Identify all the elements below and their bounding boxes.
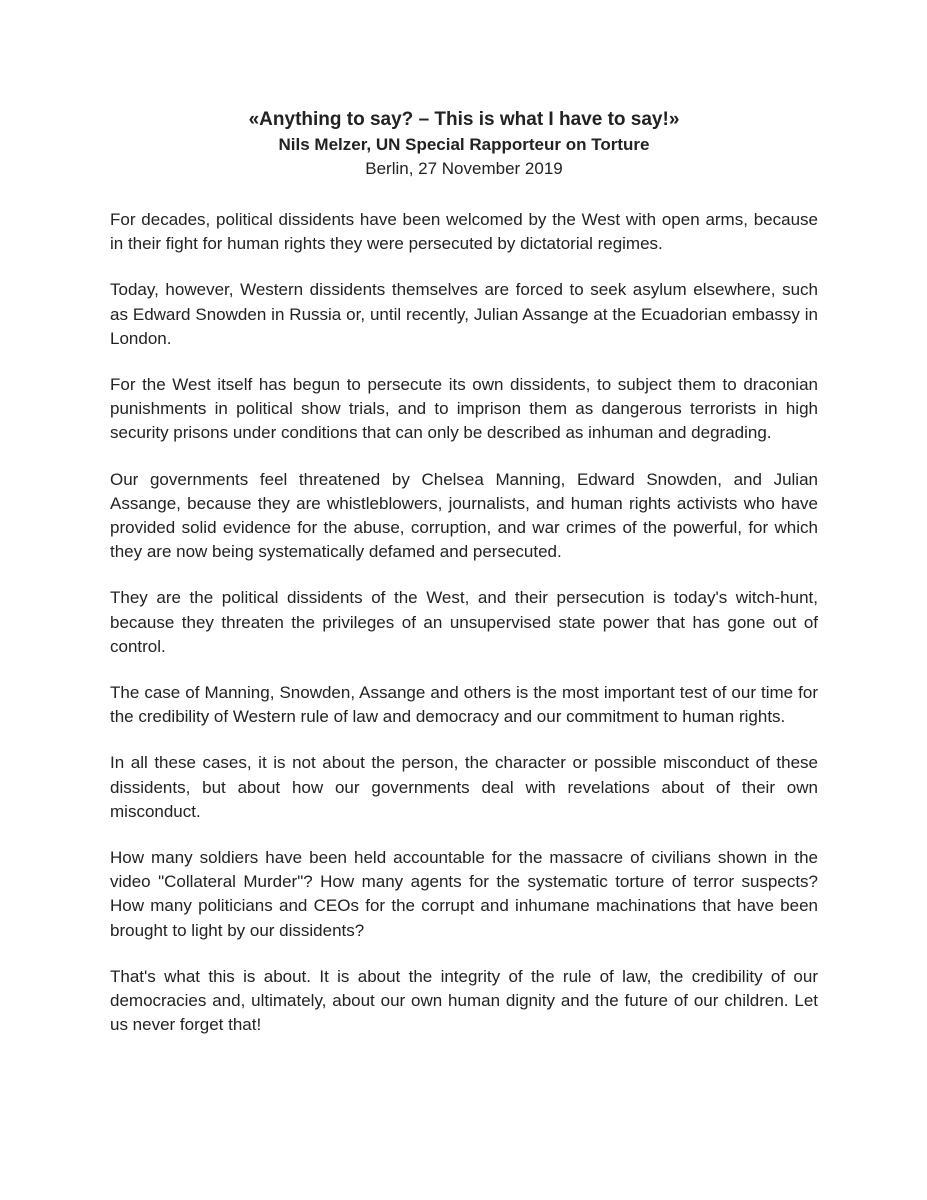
paragraph-4: Our governments feel threatened by Chelsea Manning, Edward Snowden, and Julian Assange, because they are whistleblowers, journalists, and human rights activists who have provided solid evidence for the abuse, corruption, and war crimes of the powerful, for which they are now being systematically defamed and persecuted. (110, 469, 818, 562)
paragraph-3: For the West itself has begun to persecute its own dissidents, to subject them to draconian punishments in political show trials, and to imprison them as dangerous terrorists in high security prisons under conditions that can only be described as inhuman and degrading. (110, 375, 818, 443)
paragraph-1: For decades, political dissidents have been welcomed by the West with open arms, because in their fight for human rights they were persecuted by dictatorial regimes. (110, 210, 818, 254)
paragraph-8: How many soldiers have been held accountable for the massacre of civilians shown in the video "Collateral Murder"? How many agents for the systematic torture of terror suspects? How many politicians and CEOs for the corrupt and inhumane machinations that have been brought to light by our dissidents? (110, 848, 818, 940)
document-header (110, 107, 818, 181)
paragraph-7: In all these cases, it is not about the person, the character or possible misconduct of these dissidents, but about how our governments deal with revelations about of their own misconduct. (110, 753, 818, 821)
paragraph-6: The case of Manning, Snowden, Assange and others is the most important test of our time for the credibility of Western rule of law and democracy and our commitment to human rights. (110, 683, 818, 727)
dateline: Berlin, 27 November 2019 (365, 159, 563, 178)
author-line: Nils Melzer, UN Special Rapporteur on Torture (278, 135, 650, 154)
paragraph-5: They are the political dissidents of the West, and their persecution is today's witch-hunt, because they threaten the privileges of an unsupervised state power that has gone out of control. (110, 588, 818, 656)
paragraph-2: Today, however, Western dissidents themselves are forced to seek asylum elsewhere, such as Edward Snowden in Russia or, until recently, Julian Assange at the Ecuadorian embassy in London. (110, 280, 818, 348)
document-body (110, 208, 818, 1059)
document-title: «Anything to say? – This is what I have to say!» (248, 109, 680, 130)
paragraph-9: That's what this is about. It is about the integrity of the rule of law, the credibility of our democracies and, ultimately, about our own human dignity and the future of our children. Let us never forget that! (110, 966, 818, 1035)
